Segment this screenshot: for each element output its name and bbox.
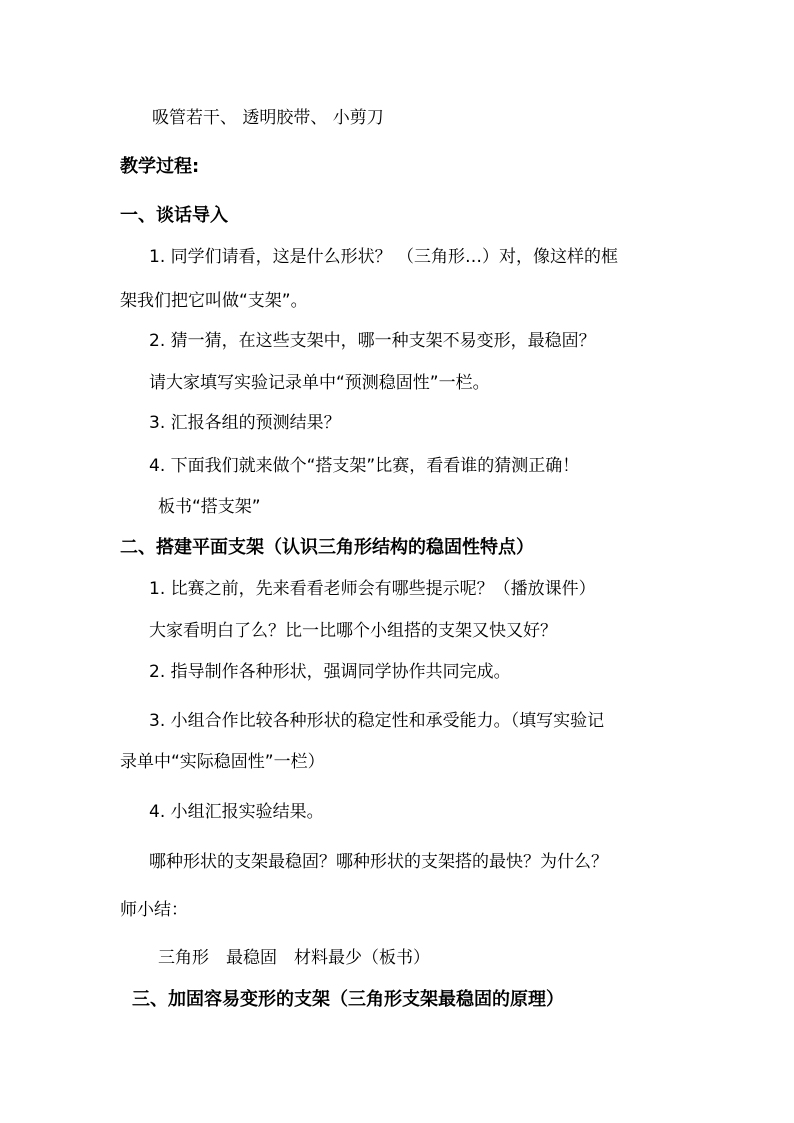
- section1-line-4: 请大家填写实验记录单中“预测稳固性”一栏。: [149, 373, 490, 393]
- section2-line-8: 师小结：: [120, 900, 188, 920]
- section2-title: 二、搭建平面支架（认识三角形结构的稳固性特点）: [120, 537, 534, 558]
- section1-line-6: 4. 下面我们就来做个“搭支架”比赛，看看谁的猜测正确！: [149, 456, 580, 476]
- section1-line-3: 2. 猜一猜，在这些支架中，哪一种支架不易变形，最稳固？: [149, 331, 596, 351]
- materials-line: 吸管若干、 透明胶带、 小剪刀: [152, 108, 384, 128]
- section2-line-9: 三角形 最稳固 材料最少（板书）: [158, 948, 430, 968]
- section1-title: 一、谈话导入: [120, 205, 228, 226]
- section2-line-3: 2. 指导制作各种形状，强调同学协作共同完成。: [149, 662, 511, 682]
- section2-line-1: 1. 比赛之前，先来看看老师会有哪些提示呢？（播放课件）: [149, 579, 596, 599]
- heading-teaching-process: 教学过程:: [120, 156, 200, 177]
- section3-title: 三、加固容易变形的支架（三角形支架最稳固的原理）: [132, 989, 564, 1010]
- section1-line-1: 1. 同学们请看，这是什么形状？ （三角形…）对，像这样的框: [149, 247, 619, 267]
- section2-line-4: 3. 小组合作比较各种形状的稳定性和承受能力。（填写实验记: [149, 711, 605, 731]
- section1-line-7: 板书“搭支架”: [158, 497, 261, 517]
- section1-line-5: 3. 汇报各组的预测结果？: [149, 413, 341, 433]
- section2-line-5: 录单中“实际稳固性”一栏）: [120, 752, 325, 772]
- section2-line-7: 哪种形状的支架最稳固？哪种形状的支架搭的最快？为什么？: [149, 852, 608, 872]
- section2-line-2: 大家看明白了么？比一比哪个小组搭的支架又快又好？: [149, 621, 557, 641]
- section1-line-2: 架我们把它叫做“支架”。: [120, 291, 308, 311]
- section2-line-6: 4. 小组汇报实验结果。: [149, 802, 324, 822]
